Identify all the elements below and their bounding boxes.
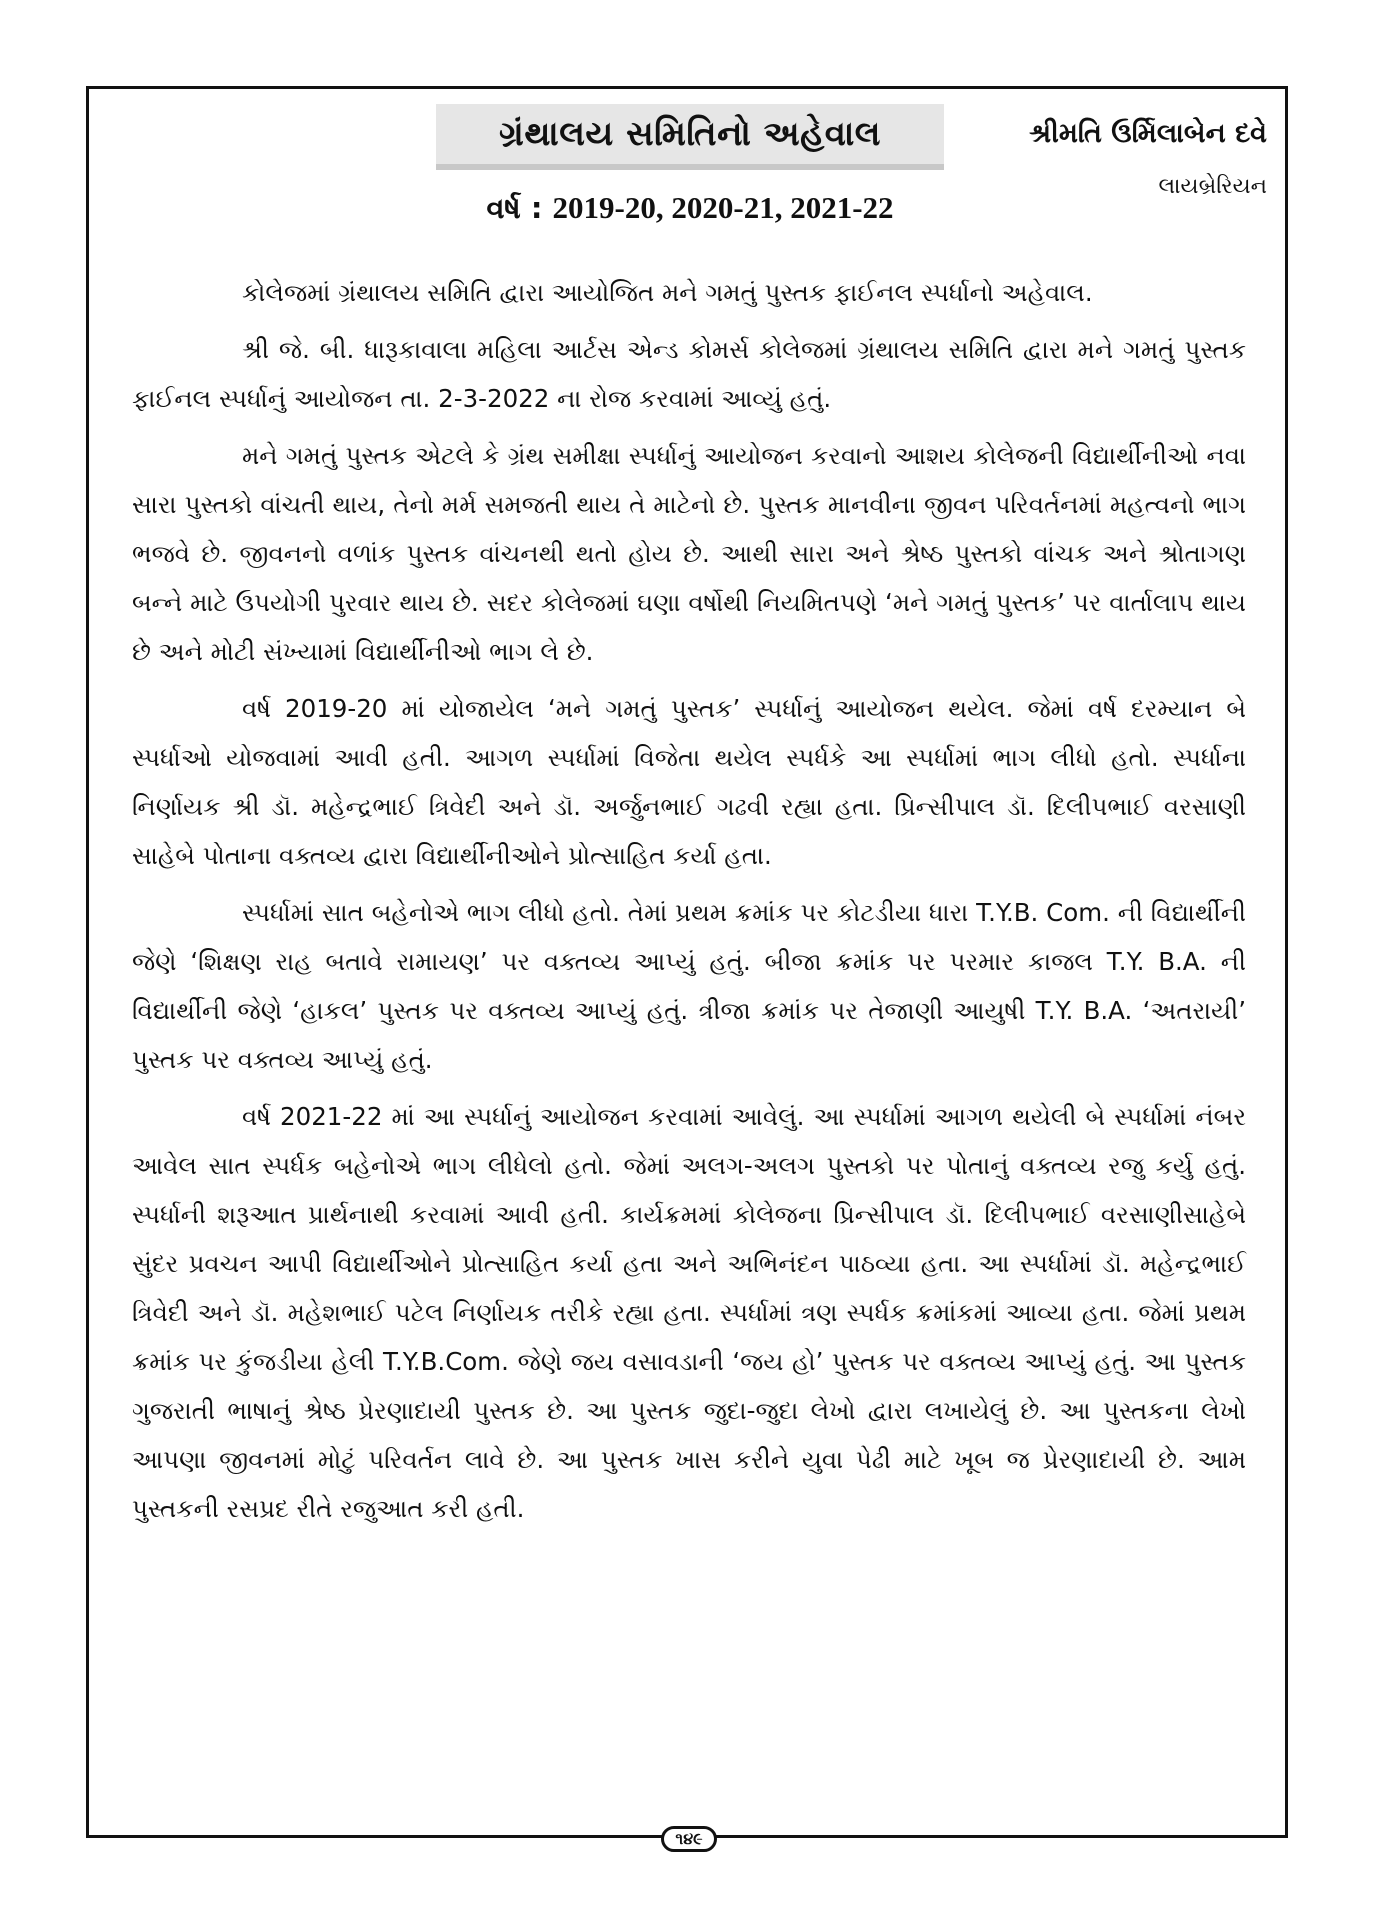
year-label: વર્ષ : bbox=[486, 191, 543, 225]
author-role: લાયબ્રેરિયન bbox=[1158, 174, 1267, 199]
author-name: શ્રીમતિ ઉર્મિલાબેન દવે bbox=[1029, 118, 1267, 149]
paragraph-2021-22: વર્ષ 2021-22 માં આ સ્પર્ધાનું આયોજન કરવામાં આવેલું. આ સ્પર્ધામાં આગળ થયેલી બે સ્પર્ધામાં નંબર આવેલ સાત સ્પર્ધક બહેનોએ ભાગ લીધેલો હતો. જેમાં અલગ-અલગ પુસ્તકો પર પોતાનું વક્તવ્ય રજુ કર્યુ હતું. સ્પર્ધાની શરૂઆત પ્રાર્થનાથી કરવામાં આવી હતી. કાર્યક્રમમાં કોલેજના પ્રિન્સીપાલ ડૉ. દિલીપભાઈ વરસાણીસાહેબે સુંદર પ્રવચન આપી વિદ્યાર્થીઓને પ્રોત્સાહિત કર્યા હતા અને અભિનંદન પાઠવ્યા હતા. આ સ્પર્ધામાં ડૉ. મહેન્દ્રભાઈ ત્રિવેદી અને ડૉ. મહેશભાઈ પટેલ નિર્ણાયક તરીકે રહ્યા હતા. સ્પર્ધામાં ત્રણ સ્પર્ધક ક્રમાંકમાં આવ્યા હતા. જેમાં પ્રથમ ક્રમાંક પર કુંજડીયા હેલી T.Y.B.Com. જેણે જય વસાવડાની ‘જય હો’ પુસ્તક પર વક્તવ્ય આપ્યું હતું. આ પુસ્તક ગુજરાતી ભાષાનું શ્રેષ્ઠ પ્રેરણાદાયી પુસ્તક છે. આ પુસ્તક જુદા-જુદા લેખો દ્વારા લખાયેલું છે. આ પુસ્તકના લેખો આપણા જીવનમાં મોટું પરિવર્તન લાવે છે. આ પુસ્તક ખાસ કરીને યુવા પેઢી માટે ખૂબ જ પ્રેરણાદાયી છે. આમ પુસ્તકની રસપ્રદ રીતે રજુઆત કરી હતી. bbox=[132, 1102, 1246, 1523]
year-values: 2019-20, 2020-21, 2021-22 bbox=[552, 190, 894, 225]
page-title: ગ્રંથાલય સમિતિનો અહેવાલ bbox=[436, 104, 944, 170]
paragraph-2019-20: વર્ષ 2019-20 માં યોજાયેલ ‘મને ગમતું પુસ્તક’ સ્પર્ધાનું આયોજન થયેલ. જેમાં વર્ષ દરમ્યાન બે સ્પર્ધાઓ યોજવામાં આવી હતી. આગળ સ્પર્ધામાં વિજેતા થયેલ સ્પર્ધકે આ સ્પર્ધામાં ભાગ લીધો હતો. સ્પર્ધાના નિર્ણાયક શ્રી ડૉ. મહેન્દ્રભાઈ ત્રિવેદી અને ડૉ. અર્જુનભાઈ ગઢવી રહ્યા હતા. પ્રિન્સીપાલ ડૉ. દિલીપભાઈ વરસાણી સાહેબે પોતાના વક્તવ્ય દ્વારા વિદ્યાર્થીનીઓને પ્રોત્સાહિત કર્યા હતા. bbox=[132, 694, 1246, 870]
page-number: ૧૪૯ bbox=[661, 1826, 717, 1852]
paragraph-intro: કોલેજમાં ગ્રંથાલય સમિતિ દ્વારા આયોજિત મને ગમતું પુસ્તક ફાઈનલ સ્પર્ધાનો અહેવાલ. bbox=[242, 278, 1093, 307]
report-body bbox=[132, 268, 1246, 1541]
year-line bbox=[440, 190, 940, 226]
paragraph-purpose: મને ગમતું પુસ્તક એટલે કે ગ્રંથ સમીક્ષા સ્પર્ધાનું આયોજન કરવાનો આશય કોલેજની વિદ્યાર્થીનીઓ નવા સારા પુસ્તકો વાંચતી થાય, તેનો મર્મ સમજતી થાય તે માટેનો છે. પુસ્તક માનવીના જીવન પરિવર્તનમાં મહત્વનો ભાગ ભજવે છે. જીવનનો વળાંક પુસ્તક વાંચનથી થતો હોય છે. આથી સારા અને શ્રેષ્ઠ પુસ્તકો વાંચક અને શ્રોતાગણ બન્ને માટે ઉપયોગી પુરવાર થાય છે. સદર કોલેજમાં ઘણા વર્ષોથી નિયમિતપણે ‘મને ગમતું પુસ્તક’ પર વાર્તાલાપ થાય છે અને મોટી સંખ્યામાં વિદ્યાર્થીનીઓ ભાગ લે છે. bbox=[132, 441, 1246, 666]
paragraph-winners: સ્પર્ધામાં સાત બહેનોએ ભાગ લીધો હતો. તેમાં પ્રથમ ક્રમાંક પર કોટડીયા ધારા T.Y.B. Com. ની વિદ્યાર્થીની જેણે ‘શિક્ષણ રાહ બતાવે રામાયણ’ પર વક્તવ્ય આપ્યું હતું. બીજા ક્રમાંક પર પરમાર કાજલ T.Y. B.A. ની વિદ્યાર્થીની જેણે ‘હાકલ’ પુસ્તક પર વક્તવ્ય આપ્યું હતું. ત્રીજા ક્રમાંક પર તેજાણી આયુષી T.Y. B.A. ‘અતરાયી’ પુસ્તક પર વક્તવ્ય આપ્યું હતું. bbox=[132, 898, 1246, 1074]
paragraph-event-date: શ્રી જે. બી. ધારૂકાવાલા મહિલા આર્ટસ એન્ડ કોમર્સ કોલેજમાં ગ્રંથાલય સમિતિ દ્વારા મને ગમતું પુસ્તક ફાઈનલ સ્પર્ધાનું આયોજન તા. 2-3-2022 ના રોજ કરવામાં આવ્યું હતું. bbox=[132, 335, 1246, 413]
